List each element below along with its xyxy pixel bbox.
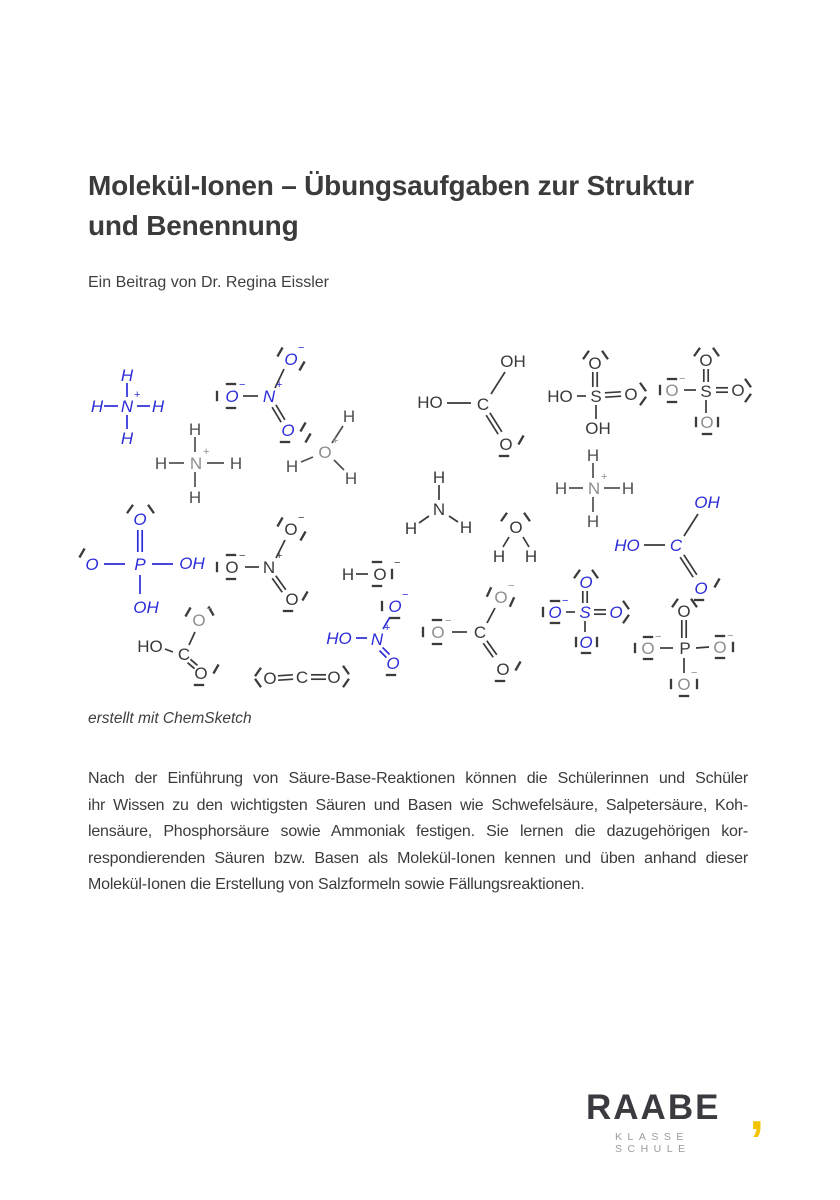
atom-label: S [590, 387, 602, 406]
atom-label: O [699, 351, 713, 370]
atom-label: H [120, 429, 134, 448]
atom-label: H [342, 407, 356, 426]
paragraph-line: Molekül-Ionen die Erstellung von Salzformeln sowie Fällungsreaktionen. [88, 876, 585, 893]
atom-label: O [499, 435, 513, 454]
atom-label: H [554, 479, 568, 498]
atom-label: S [700, 382, 712, 401]
atom-label: O [431, 623, 445, 642]
atom-label: H [492, 547, 506, 566]
molecule-water [493, 513, 537, 566]
molecule-nitrate-ion-blue [217, 342, 306, 442]
atom-label: H [404, 519, 418, 538]
paragraph-line: ihr Wissen zu den wichtigsten Säuren und Basen wie Schwefelsäure, Salpetersäure, Koh- [88, 796, 748, 814]
atom-label: O [194, 664, 208, 683]
atom-label: H [432, 468, 446, 487]
molecule-hydronium-ion [286, 407, 357, 488]
charge-label: − [655, 631, 662, 643]
atom-label: O [624, 385, 638, 404]
molecule-carbon-dioxide [255, 666, 349, 688]
charge-label: − [445, 615, 452, 627]
atom-label: O [373, 565, 387, 584]
atom-label: H [188, 420, 202, 439]
atom-label: H [90, 397, 104, 416]
atom-label: C [669, 536, 683, 555]
atom-label: N [189, 454, 203, 473]
molecule-nitric-acid-blue [326, 589, 408, 675]
molecule-carbonic-acid-blue [614, 493, 720, 600]
charge-label: − [508, 580, 515, 592]
atom-label: H [524, 547, 538, 566]
charge-label: + [332, 435, 339, 447]
atom-label: N [370, 630, 384, 649]
atom-label: O [281, 421, 295, 440]
paragraph-line: respondierenden Säuren bzw. Basen als Molekül-Ionen kennen und üben anhand dieser [88, 849, 748, 867]
atom-label: H [586, 512, 600, 531]
charge-label: − [298, 512, 305, 524]
atom-label: H [285, 457, 299, 476]
atom-label: O [133, 510, 147, 529]
paragraph-line: Nach der Einführung von Säure-Base-Reaktionen können die Schülerinnen und Schüler [88, 770, 748, 787]
atom-label: N [432, 500, 446, 519]
atom-label: HO [614, 536, 640, 555]
atom-label: O [579, 573, 593, 592]
atom-label: H [459, 518, 473, 537]
byline: Ein Beitrag von Dr. Regina Eissler [88, 274, 329, 291]
atom-label: O [700, 413, 714, 432]
atom-label: H [188, 488, 202, 507]
atom-label: O [388, 597, 402, 616]
molecule-sulfate-ion-blue [543, 570, 629, 653]
atom-label: HO [547, 387, 573, 406]
atom-label: H [120, 366, 134, 385]
atom-label: N [120, 397, 134, 416]
molecule-sulfate-ion [660, 348, 751, 434]
atom-label: OH [585, 419, 611, 438]
logo-brand-text: RAABE [586, 1088, 721, 1127]
atom-label: HO [326, 629, 352, 648]
atom-label: O [496, 660, 510, 679]
atom-label: O [677, 602, 691, 621]
atom-label: HO [417, 393, 443, 412]
atom-label: C [177, 645, 191, 664]
charge-label: + [276, 550, 283, 562]
raabe-logo: RAABE , KLASSE SCHULE [586, 1083, 764, 1155]
atom-label: O [694, 579, 708, 598]
atom-label: H [151, 397, 165, 416]
charge-label: + [384, 622, 391, 634]
intro-paragraph [88, 766, 748, 899]
molecule-ammonium-ion-blue [91, 366, 165, 448]
charge-label: − [691, 667, 698, 679]
molecule-carbonate-ion [423, 580, 521, 681]
atom-label: O [641, 639, 655, 658]
atom-label: H [229, 454, 243, 473]
atom-label: O [327, 668, 341, 687]
molecule-hydroxide-ion [342, 557, 401, 586]
title-line-1: Molekül-Ionen – Übungsaufgaben zur Struktur [88, 170, 694, 201]
atom-label: H [154, 454, 168, 473]
atom-label: P [679, 639, 691, 658]
atom-label: O [588, 354, 602, 373]
atom-label: OH [694, 493, 720, 512]
atom-label: H [344, 469, 358, 488]
atom-label: N [587, 479, 601, 498]
molecule-carbonic-acid [417, 352, 526, 456]
charge-label: − [727, 630, 734, 642]
atom-label: O [548, 603, 562, 622]
molecule-ammonium-ion-2 [555, 446, 634, 531]
atom-label: N [262, 387, 276, 406]
atom-label: O [579, 633, 593, 652]
charge-label: + [276, 379, 283, 391]
charge-label: − [402, 589, 409, 601]
atom-label: O [713, 638, 727, 657]
atom-label: O [225, 558, 239, 577]
atom-label: C [295, 668, 309, 687]
atom-label: C [476, 395, 490, 414]
atom-label: O [318, 443, 332, 462]
atom-label: S [579, 603, 591, 622]
atom-label: O [192, 611, 206, 630]
charge-label: − [394, 557, 401, 569]
molecule-ammonium-ion-1 [155, 420, 242, 507]
atom-label: O [284, 350, 298, 369]
atom-label: O [665, 381, 679, 400]
molecule-phosphate-ion [635, 599, 733, 696]
charge-label: + [203, 446, 210, 458]
diagram-caption: erstellt mit ChemSketch [88, 710, 252, 727]
logo-tagline: KLASSE SCHULE [615, 1131, 691, 1155]
atom-label: H [586, 446, 600, 465]
atom-label: O [386, 654, 400, 673]
atom-label: OH [179, 554, 205, 573]
atom-label: O [263, 669, 277, 688]
charge-label: − [206, 603, 213, 615]
atom-label: OH [500, 352, 526, 371]
charge-label: + [601, 471, 608, 483]
atom-label: HO [137, 637, 163, 656]
atom-label: O [85, 555, 99, 574]
atom-label: H [621, 479, 635, 498]
atom-label: O [494, 588, 508, 607]
title-line-2: und Benennung [88, 210, 299, 241]
atom-label: O [509, 518, 523, 537]
atom-label: O [284, 520, 298, 539]
atom-label: O [677, 675, 691, 694]
atom-label: O [731, 381, 745, 400]
atom-label: O [225, 387, 239, 406]
atom-label: O [609, 603, 623, 622]
charge-label: − [562, 595, 569, 607]
charge-label: − [679, 373, 686, 385]
charge-label: − [239, 550, 246, 562]
molecule-sulfuric-acid [547, 351, 646, 438]
molecule-ammonia [405, 468, 472, 538]
charge-label: − [239, 379, 246, 391]
charge-label: − [298, 342, 305, 354]
paragraph-line: lensäure, Phosphorsäure sowie Ammoniak festigen. Sie lernen die dazugehörigen kor- [88, 823, 748, 840]
atom-label: C [473, 623, 487, 642]
atom-label: OH [133, 598, 159, 617]
molecule-phosphoric-acid-blue [79, 505, 205, 617]
molecule-nitrate-ion [217, 512, 308, 611]
charge-label: + [134, 389, 141, 401]
atom-label: H [341, 565, 355, 584]
atom-label: O [285, 590, 299, 609]
atom-label: N [262, 558, 276, 577]
atom-label: P [134, 555, 146, 574]
